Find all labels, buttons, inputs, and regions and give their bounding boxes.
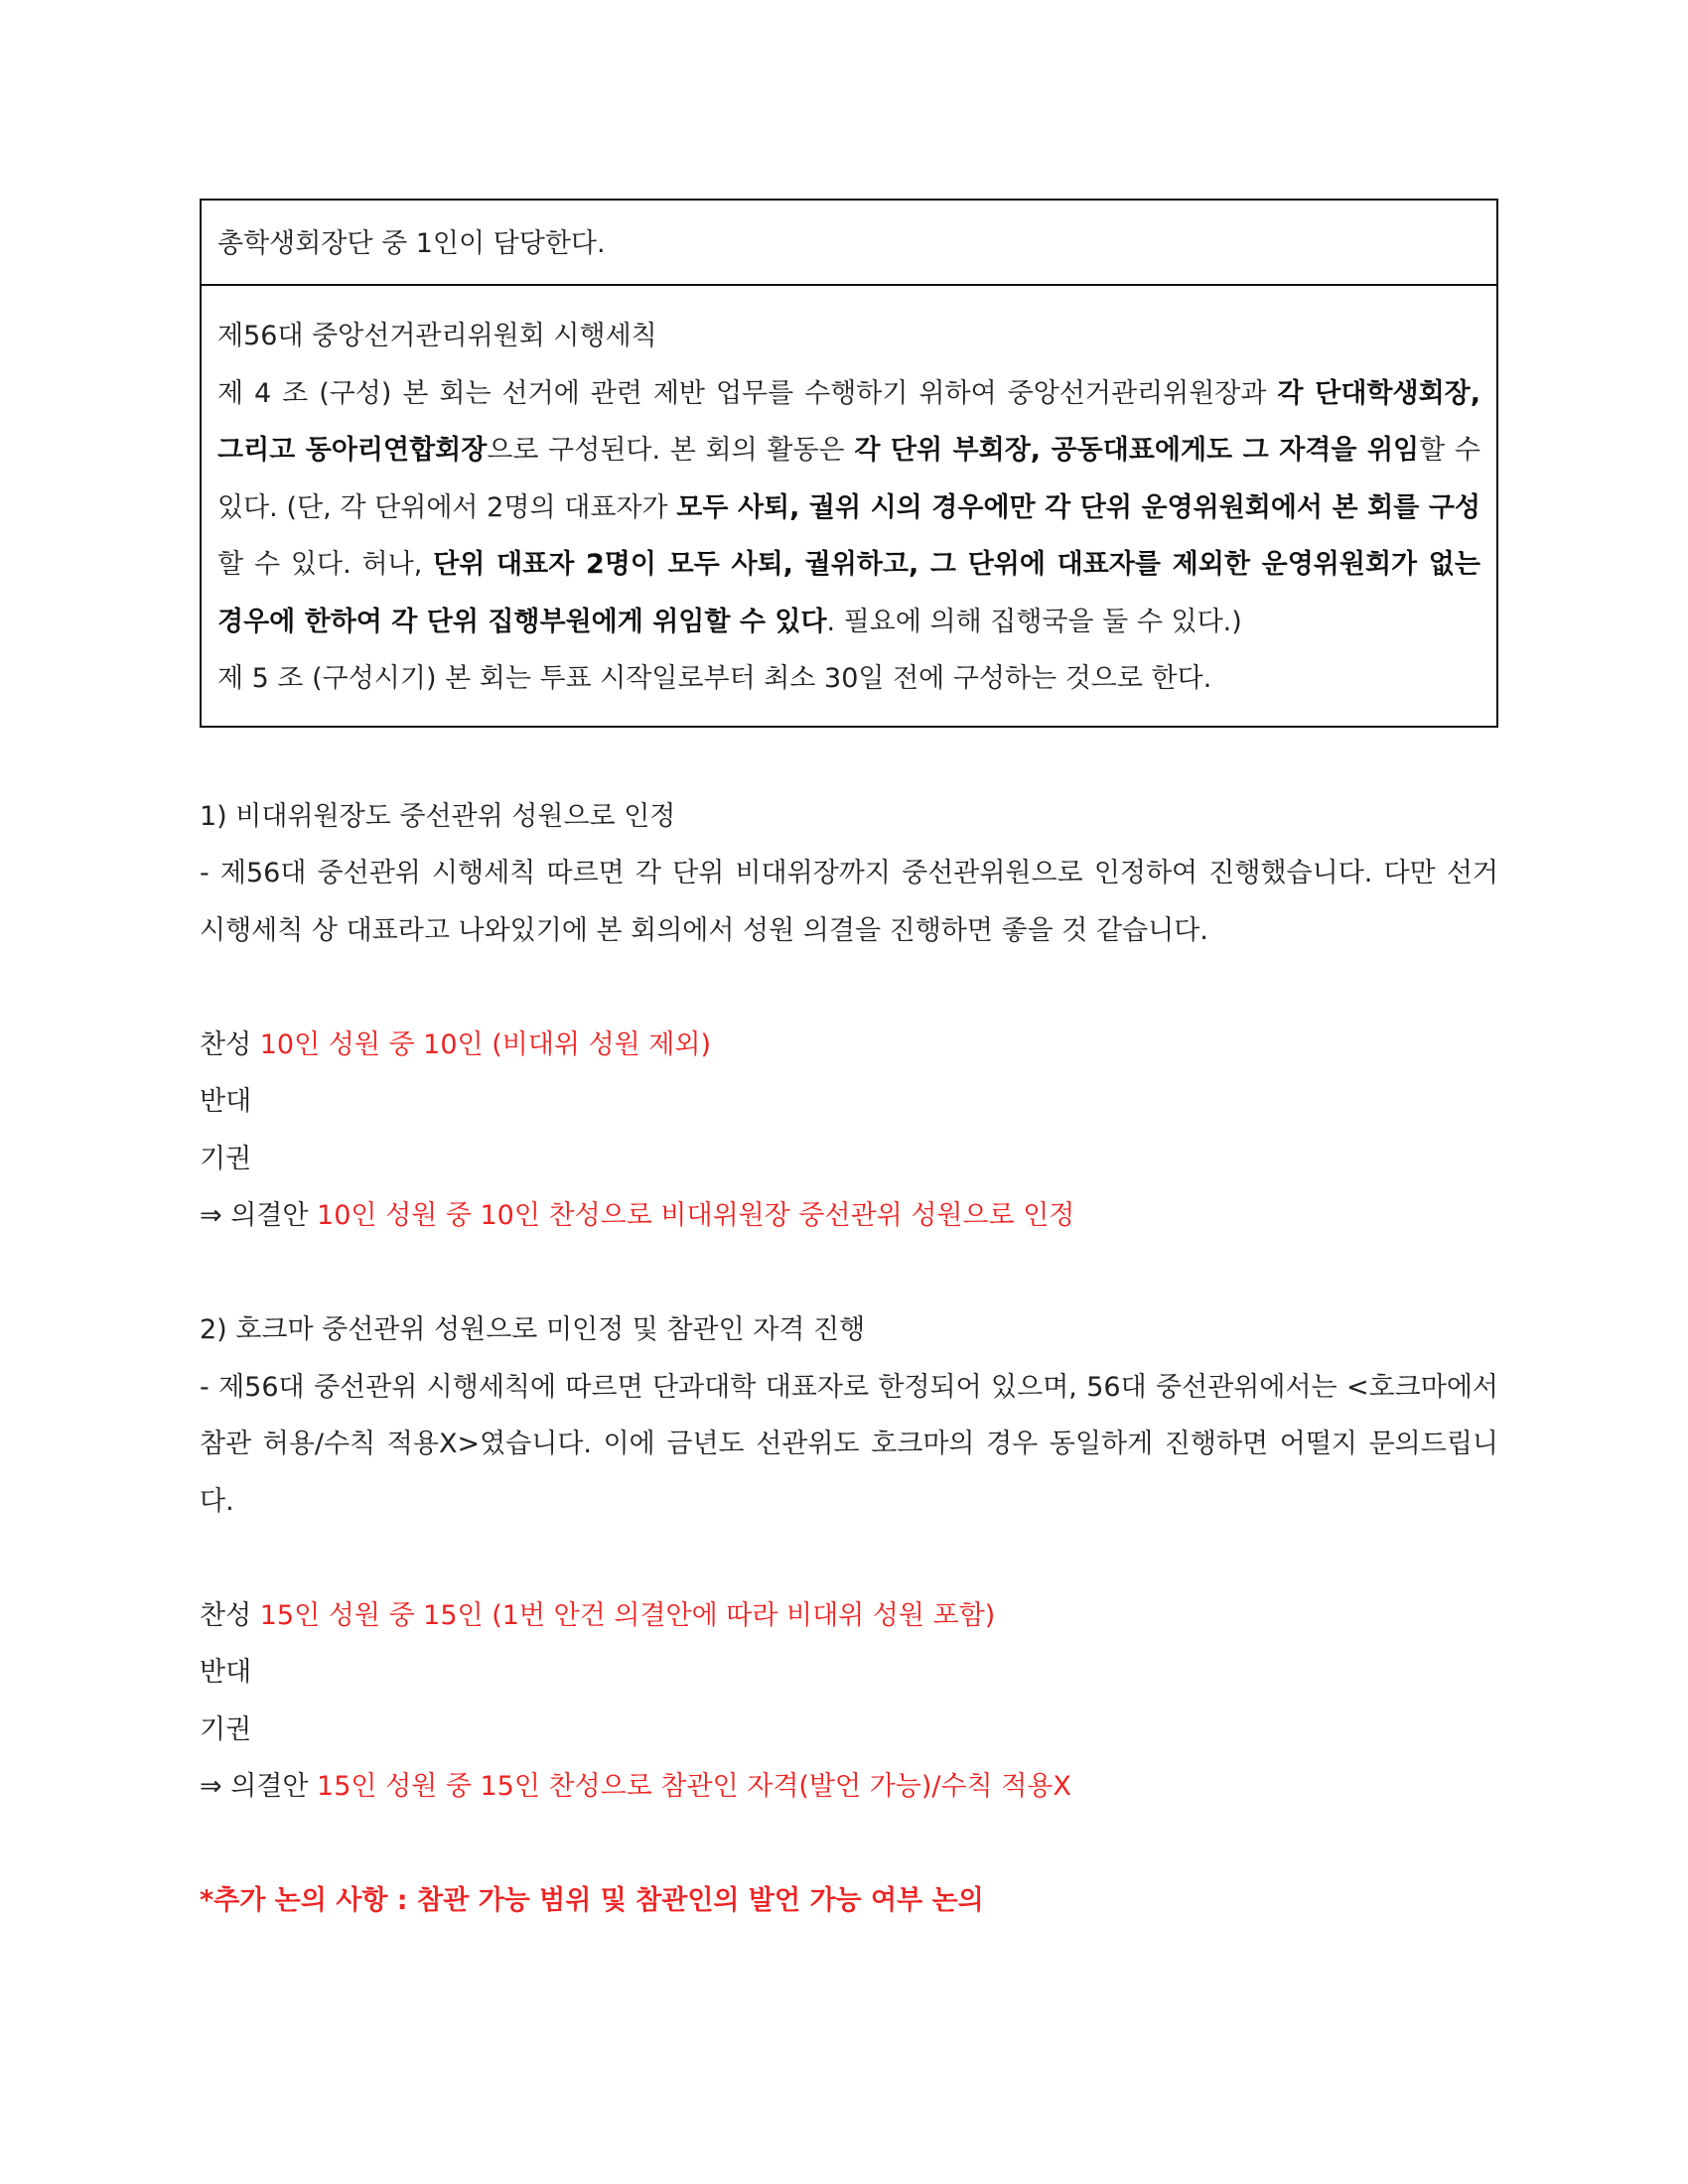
- item-2-vote-abstain: 기권: [200, 1713, 252, 1745]
- article-4: [217, 365, 1480, 651]
- article-4-part: 으로 구성된다. 본 회의 활동은: [487, 435, 855, 466]
- item-1-resolution: [200, 1187, 1498, 1245]
- article-4-part: . 필요에 의해 집행국을 둘 수 있다.): [826, 606, 1242, 637]
- regulation-title: 제56대 중앙선거관리위원회 시행세칙: [217, 321, 657, 351]
- item-1-vote-abstain: 기권: [200, 1143, 252, 1174]
- vote-for-value: 10인 성원 중 10인 (비대위 성원 제외): [259, 1028, 712, 1060]
- resolution-label: ⇒ 의결안: [200, 1200, 318, 1231]
- item-2-vote-for: [200, 1587, 1498, 1645]
- vote-for-value: 15인 성원 중 15인 (1번 안건 의결안에 따라 비대위 성원 포함): [259, 1599, 996, 1631]
- table-row-2: [202, 286, 1496, 726]
- resolution-value: 15인 성원 중 15인 찬성으로 참관인 자격(발언 가능)/수칙 적용X: [317, 1771, 1071, 1802]
- item-2-vote-against: 반대: [200, 1657, 252, 1688]
- document-page: [200, 199, 1498, 1930]
- item-2-resolution: [200, 1758, 1498, 1816]
- regulation-table: [200, 199, 1498, 728]
- article-4-part: 할 수 있다. 허나,: [217, 549, 434, 580]
- item-1-vote-for: [200, 1017, 1498, 1074]
- article-4-part: 제 4 조 (구성) 본 회는 선거에 관련 제반 업무를 수행하기 위하여 중앙선거관리위원장과: [217, 377, 1278, 409]
- table-row-1: [202, 201, 1496, 286]
- item-2-body: - 제56대 중선관위 시행세칙에 따르면 단과대학 대표자로 한정되어 있으며, 56대 중선관위에서는 <호크마에서 참관 허용/수칙 적용X>였습니다. 이에 금년도 선관위도 호크마의 경우 동일하게 진행하면 어떨지 문의드립니다.: [200, 1371, 1498, 1517]
- item-1-vote-against: 반대: [200, 1086, 252, 1117]
- article-4-bold-part: 단위 대표자 2명이 모두 사퇴, 궐위하고, 그 단위에 대표자를 제외한 운영위원회가 없는 경우에 한하여 각 단위 집행부원에게 위임할 수 있다: [217, 549, 1480, 637]
- article-4-bold-part: 각 단대학생회장, 그리고 동아리연합회장: [217, 377, 1481, 466]
- article-4-bold-part: 모두 사퇴, 궐위 시의 경우에만 각 단위 운영위원회에서 본 회를 구성: [676, 491, 1480, 523]
- article-5: 제 5 조 (구성시기) 본 회는 투표 시작일로부터 최소 30일 전에 구성하는 것으로 한다.: [217, 663, 1212, 694]
- article-4-bold-part: 각 단위 부회장, 공동대표에게도 그 자격을 위임: [854, 435, 1420, 466]
- resolution-label: ⇒ 의결안: [200, 1771, 318, 1802]
- additional-discussion-note: *추가 논의 사항 : 참관 가능 범위 및 참관인의 발언 가능 여부 논의: [200, 1885, 984, 1916]
- article-4-part: 할 수 있다. (단, 각 단위에서 2명의 대표자가: [217, 435, 1480, 523]
- agenda-item-2: [200, 1301, 1498, 1816]
- vote-for-label: 찬성: [200, 1599, 260, 1631]
- resolution-value: 10인 성원 중 10인 찬성으로 비대위원장 중선관위 성원으로 인정: [317, 1200, 1075, 1231]
- item-1-body: - 제56대 중선관위 시행세칙 따르면 각 단위 비대위장까지 중선관위원으로 인정하여 진행했습니다. 다만 선거 시행세칙 상 대표라고 나와있기에 본 회의에서 성원 의결을 진행하면 좋을 것 같습니다.: [200, 858, 1498, 946]
- vote-for-label: 찬성: [200, 1028, 260, 1060]
- item-2-heading: 2) 호크마 중선관위 성원으로 미인정 및 참관인 자격 진행: [200, 1314, 866, 1345]
- item-1-heading: 1) 비대위원장도 중선관위 성원으로 인정: [200, 800, 676, 832]
- agenda-item-1: [200, 788, 1498, 1245]
- table-row-1-text: 총학생회장단 중 1인이 담당한다.: [217, 228, 606, 259]
